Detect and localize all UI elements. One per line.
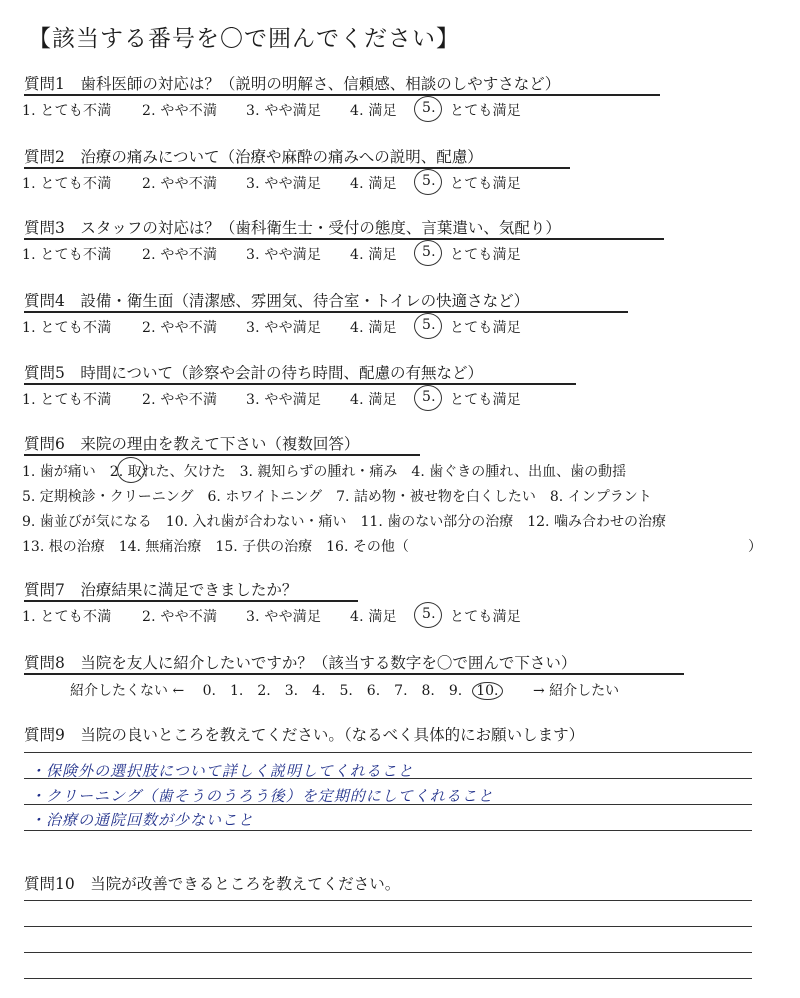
q1-option-4[interactable]: 4. 満足 <box>350 103 397 119</box>
q2-option-4[interactable]: 4. 満足 <box>350 176 397 192</box>
q8-scale-1[interactable]: 1. <box>230 683 244 699</box>
q6-selected-circle <box>117 457 145 483</box>
q4-option-5[interactable]: 5. <box>422 317 436 333</box>
q10-label: 質問10 当院が改善できるところを教えてください。 <box>24 875 401 893</box>
q2-selected-circle <box>414 169 442 195</box>
q8-scale-10[interactable]: 10. <box>472 682 502 700</box>
q3-selected-circle <box>414 240 442 266</box>
q7-selected-circle <box>414 602 442 628</box>
q4-option-4[interactable]: 4. 満足 <box>350 320 397 336</box>
q4-option-3[interactable]: 3. やや満足 <box>246 320 322 336</box>
q7-option-4[interactable]: 4. 満足 <box>350 609 397 625</box>
q8-scale-4[interactable]: 4. <box>312 683 326 699</box>
q9-answer-1[interactable]: ・保険外の選択肢について詳しく説明してくれること <box>30 762 414 780</box>
q2-label: 質問2 治療の痛みについて（治療や麻酔の痛みへの説明、配慮） <box>24 148 483 166</box>
q4-label: 質問4 設備・衛生面（清潔感、雰囲気、待合室・トイレの快適さなど） <box>24 292 530 310</box>
q3-option-5[interactable]: 5. <box>422 244 436 260</box>
q6-underline <box>24 454 420 456</box>
q5-option-3[interactable]: 3. やや満足 <box>246 392 322 408</box>
q1-option-5[interactable]: 5. <box>422 100 436 116</box>
q8-left-label: 紹介したくない ← <box>70 683 185 699</box>
q2-underline <box>24 167 570 169</box>
q3-option-2[interactable]: 2. やや不満 <box>142 247 218 263</box>
q9-answer-3[interactable]: ・治療の通院回数が少ないこと <box>30 811 255 829</box>
q1-option-6[interactable]: とても満足 <box>450 103 521 119</box>
q10-line[interactable] <box>24 978 752 979</box>
q6-row-4[interactable]: 13. 根の治療 14. 無痛治療 15. 子供の治療 16. その他（ <box>22 539 409 555</box>
q10-line[interactable] <box>24 900 752 901</box>
page-title: 【該当する番号を〇で囲んでください】 <box>28 26 460 52</box>
q6-row-3[interactable]: 9. 歯並びが気になる 10. 入れ歯が合わない・痛い 11. 歯のない部分の治療 12. 噛み合わせの治療 <box>22 514 666 530</box>
q8-scale-0[interactable]: 0. <box>202 683 216 699</box>
q7-label: 質問7 治療結果に満足できましたか？ <box>24 581 298 599</box>
q1-option-3[interactable]: 3. やや満足 <box>246 103 322 119</box>
q9-line <box>24 752 752 753</box>
q7-option-2[interactable]: 2. やや不満 <box>142 609 218 625</box>
q3-option-4[interactable]: 4. 満足 <box>350 247 397 263</box>
q7-option-6[interactable]: とても満足 <box>450 609 521 625</box>
q2-option-3[interactable]: 3. やや満足 <box>246 176 322 192</box>
q4-option-1[interactable]: 1. とても不満 <box>22 320 112 336</box>
q10-line[interactable] <box>24 952 752 953</box>
q6-row-4-close: ） <box>748 539 762 555</box>
q5-option-1[interactable]: 1. とても不満 <box>22 392 112 408</box>
q6-row-1[interactable]: 1. 歯が痛い 2. 取れた、欠けた 3. 親知らずの腫れ・痛み 4. 歯ぐきの腫れ、出血、歯の動揺 <box>22 464 627 480</box>
q3-underline <box>24 238 664 240</box>
q7-underline <box>24 600 358 602</box>
q8-scale-8[interactable]: 8. <box>421 683 435 699</box>
q3-label: 質問3 スタッフの対応は？（歯科衛生士・受付の態度、言葉遣い、気配り） <box>24 219 561 237</box>
q8-scale-6[interactable]: 6. <box>366 683 381 699</box>
q4-option-6[interactable]: とても満足 <box>450 320 521 336</box>
q5-option-2[interactable]: 2. やや不満 <box>142 392 218 408</box>
q2-option-6[interactable]: とても満足 <box>450 176 521 192</box>
q10-line[interactable] <box>24 926 752 927</box>
q5-label: 質問5 時間について（診察や会計の待ち時間、配慮の有無など） <box>24 364 484 382</box>
q8-right-label: → 紹介したい <box>532 683 620 699</box>
q2-option-5[interactable]: 5. <box>422 173 436 189</box>
q6-label: 質問6 来院の理由を教えて下さい（複数回答） <box>24 435 360 453</box>
q3-option-3[interactable]: 3. やや満足 <box>246 247 322 263</box>
q7-option-1[interactable]: 1. とても不満 <box>22 609 112 625</box>
q4-selected-circle <box>414 313 442 339</box>
q7-option-5[interactable]: 5. <box>422 606 436 622</box>
q8-underline <box>24 673 684 675</box>
q9-answer-2[interactable]: ・クリーニング（歯そうのうろう後）を定期的にしてくれること <box>30 787 494 805</box>
q5-option-6[interactable]: とても満足 <box>450 392 521 408</box>
q1-option-1[interactable]: 1. とても不満 <box>22 103 112 119</box>
q8-scale-9[interactable]: 9. <box>448 683 463 699</box>
q2-option-1[interactable]: 1. とても不満 <box>22 176 112 192</box>
q1-label: 質問1 歯科医師の対応は？（説明の明解さ、信頼感、相談のしやすさなど） <box>24 75 561 93</box>
q8-label: 質問8 当院を友人に紹介したいですか？（該当する数字を〇で囲んで下さい） <box>24 654 577 672</box>
q1-underline <box>24 94 660 96</box>
q8-scale-3[interactable]: 3. <box>284 683 299 699</box>
q3-option-1[interactable]: 1. とても不満 <box>22 247 112 263</box>
q4-underline <box>24 311 628 313</box>
q5-underline <box>24 383 576 385</box>
q3-option-6[interactable]: とても満足 <box>450 247 521 263</box>
q8-scale-7[interactable]: 7. <box>394 683 408 699</box>
q7-option-3[interactable]: 3. やや満足 <box>246 609 322 625</box>
q1-selected-circle <box>414 96 442 122</box>
q9-label: 質問9 当院の良いところを教えてください。（なるべく具体的にお願いします） <box>24 726 585 744</box>
q9-line <box>24 830 752 831</box>
q6-row-2[interactable]: 5. 定期検診・クリーニング 6. ホワイトニング 7. 詰め物・被せ物を白くしたい 8. インプラント <box>22 489 652 505</box>
q5-option-4[interactable]: 4. 満足 <box>350 392 397 408</box>
q4-option-2[interactable]: 2. やや不満 <box>142 320 218 336</box>
q8-scale-2[interactable]: 2. <box>257 683 271 699</box>
q5-selected-circle <box>414 385 442 411</box>
q1-option-2[interactable]: 2. やや不満 <box>142 103 218 119</box>
q2-option-2[interactable]: 2. やや不満 <box>142 176 218 192</box>
q8-scale <box>70 680 633 700</box>
q8-scale-5[interactable]: 5. <box>339 683 353 699</box>
q5-option-5[interactable]: 5. <box>422 389 436 405</box>
